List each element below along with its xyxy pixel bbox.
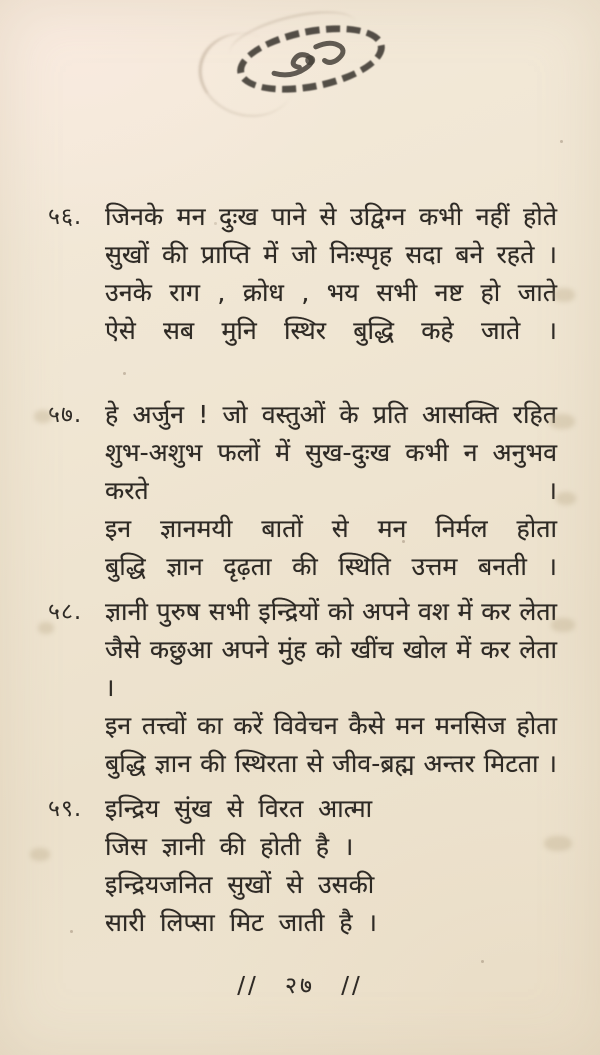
verse-line: बुद्धि ज्ञान दृढ़ता की स्थिति उत्तम बनती । [105, 552, 557, 581]
verse-line: जिस ज्ञानी की होती है । [105, 832, 354, 861]
verse-lines [105, 593, 557, 783]
verse-line: इन्द्रियजनित सुखों से उसकी [105, 870, 375, 899]
verse-line: इन ज्ञानमयी बातों से मन निर्मल होता [105, 514, 557, 543]
verse-line: उनके राग , क्रोध , भय सभी नष्ट हो जाते [105, 278, 557, 307]
verse-line: जिनके मन दुःख पाने से उद्विग्न कभी नहीं होते [105, 202, 557, 231]
bleed-through-smudge [30, 848, 50, 861]
verse-number: ५६. [48, 204, 83, 230]
verse-block-58 [48, 593, 560, 783]
verse-lines [105, 198, 557, 350]
verse-line: ज्ञानी पुरुष सभी इन्द्रियों को अपने वश में कर लेता [105, 597, 557, 626]
verse-line: इन्द्रिय सुंख से विरत आत्मा [105, 794, 373, 823]
paper-speck [560, 140, 563, 143]
verse-line: जैसे कछुआ अपने मुंह को खींच खोल में कर लेता । [105, 635, 557, 702]
verse-line: शुभ-अशुभ फलों में सुख-दुःख कभी न अनुभव करते । [105, 438, 557, 505]
verse-number: ५९. [48, 796, 83, 822]
verse-lines [105, 790, 557, 942]
oval-ink-stamp-icon [231, 14, 390, 103]
verse-block-57 [48, 396, 560, 586]
verse-line: सुखों की प्राप्ति में जो निःस्पृह सदा बने रहते । [105, 240, 557, 269]
verse-block-59 [48, 790, 560, 942]
verse-number: ५७. [48, 402, 83, 428]
verse-line: बुद्धि ज्ञान की स्थिरता से जीव-ब्रह्म अन्तर मिटता । [105, 749, 557, 778]
verse-line: हे अर्जुन ! जो वस्तुओं के प्रति आसक्ति रहित [105, 400, 557, 429]
verse-line: इन तत्त्वों का करें विवेचन कैसे मन मनसिज होता [105, 711, 557, 740]
paper-speck [481, 960, 484, 963]
verse-number: ५८. [48, 599, 83, 625]
verse-line: सारी लिप्सा मिट जाती है । [105, 908, 377, 937]
verse-line: ऐसे सब मुनि स्थिर बुद्धि कहे जाते । [105, 316, 557, 345]
page-number: // २७ // [237, 973, 363, 999]
verse-block-56 [48, 198, 560, 350]
paper-speck [123, 372, 126, 375]
verse-lines [105, 396, 557, 586]
